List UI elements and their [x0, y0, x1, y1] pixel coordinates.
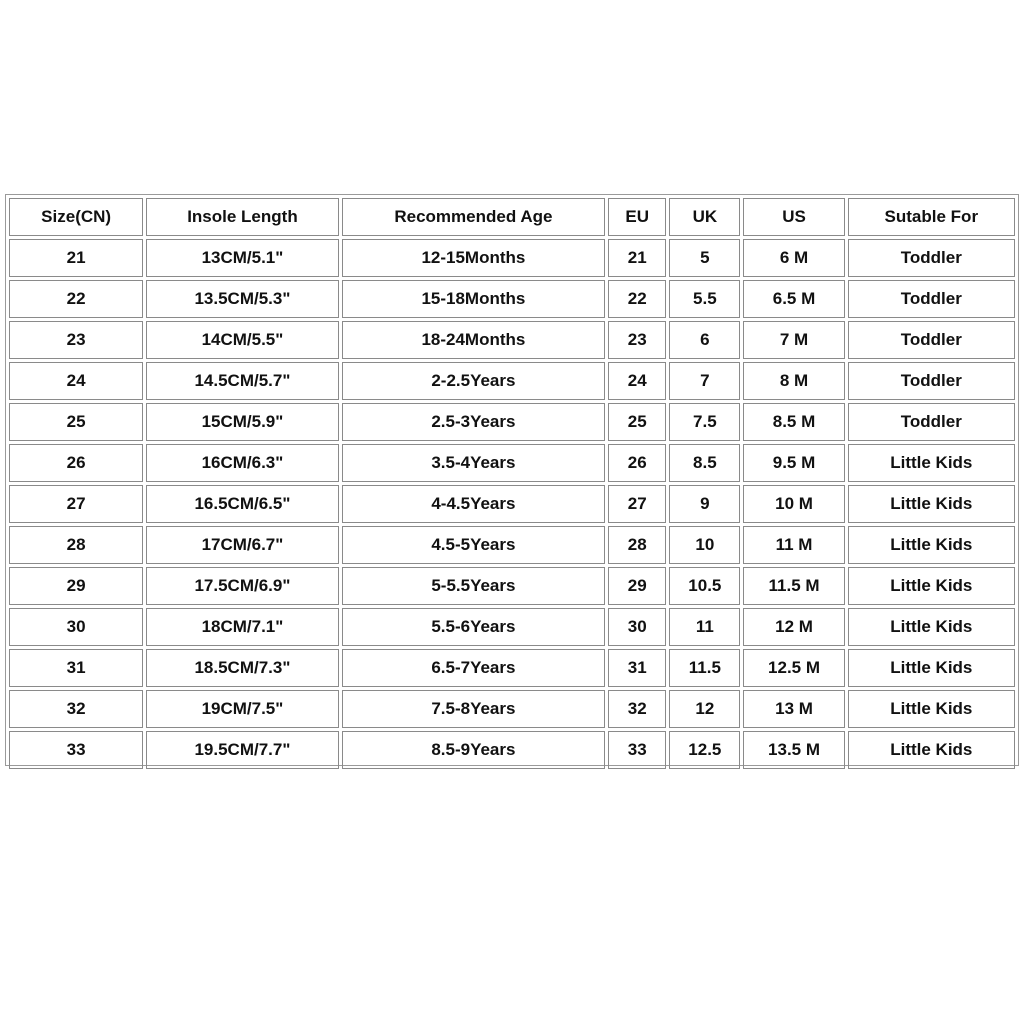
- cell-insole-length: 19.5CM/7.7": [146, 731, 338, 769]
- cell-eu: 26: [608, 444, 666, 482]
- cell-size-cn: 32: [9, 690, 143, 728]
- header-insole-length: Insole Length: [146, 198, 338, 236]
- header-eu: EU: [608, 198, 666, 236]
- table-row: [9, 690, 1015, 728]
- cell-insole-length: 14.5CM/5.7": [146, 362, 338, 400]
- cell-us: 10 M: [743, 485, 844, 523]
- cell-eu: 21: [608, 239, 666, 277]
- cell-us: 11 M: [743, 526, 844, 564]
- table-row: [9, 239, 1015, 277]
- cell-recommended-age: 8.5-9Years: [342, 731, 606, 769]
- cell-size-cn: 28: [9, 526, 143, 564]
- cell-us: 11.5 M: [743, 567, 844, 605]
- size-chart-body: [9, 239, 1015, 769]
- table-row: [9, 362, 1015, 400]
- cell-us: 7 M: [743, 321, 844, 359]
- cell-suitable-for: Little Kids: [848, 731, 1015, 769]
- cell-uk: 7.5: [669, 403, 740, 441]
- header-uk: UK: [669, 198, 740, 236]
- cell-us: 8.5 M: [743, 403, 844, 441]
- cell-size-cn: 25: [9, 403, 143, 441]
- cell-size-cn: 31: [9, 649, 143, 687]
- cell-suitable-for: Little Kids: [848, 649, 1015, 687]
- cell-recommended-age: 7.5-8Years: [342, 690, 606, 728]
- cell-insole-length: 13.5CM/5.3": [146, 280, 338, 318]
- cell-recommended-age: 5.5-6Years: [342, 608, 606, 646]
- table-row: [9, 321, 1015, 359]
- cell-eu: 33: [608, 731, 666, 769]
- cell-suitable-for: Little Kids: [848, 444, 1015, 482]
- table-row: [9, 526, 1015, 564]
- cell-suitable-for: Little Kids: [848, 690, 1015, 728]
- cell-eu: 25: [608, 403, 666, 441]
- cell-us: 12.5 M: [743, 649, 844, 687]
- cell-size-cn: 22: [9, 280, 143, 318]
- cell-recommended-age: 2.5-3Years: [342, 403, 606, 441]
- cell-recommended-age: 4.5-5Years: [342, 526, 606, 564]
- table-row: [9, 567, 1015, 605]
- cell-insole-length: 16.5CM/6.5": [146, 485, 338, 523]
- cell-size-cn: 27: [9, 485, 143, 523]
- header-row: [9, 198, 1015, 236]
- cell-insole-length: 16CM/6.3": [146, 444, 338, 482]
- cell-uk: 10.5: [669, 567, 740, 605]
- cell-us: 13.5 M: [743, 731, 844, 769]
- cell-us: 6 M: [743, 239, 844, 277]
- cell-insole-length: 15CM/5.9": [146, 403, 338, 441]
- table-row: [9, 649, 1015, 687]
- cell-recommended-age: 4-4.5Years: [342, 485, 606, 523]
- cell-eu: 23: [608, 321, 666, 359]
- cell-size-cn: 24: [9, 362, 143, 400]
- cell-eu: 22: [608, 280, 666, 318]
- cell-recommended-age: 5-5.5Years: [342, 567, 606, 605]
- cell-recommended-age: 2-2.5Years: [342, 362, 606, 400]
- table-row: [9, 444, 1015, 482]
- cell-us: 12 M: [743, 608, 844, 646]
- cell-recommended-age: 15-18Months: [342, 280, 606, 318]
- cell-us: 8 M: [743, 362, 844, 400]
- header-recommended-age: Recommended Age: [342, 198, 606, 236]
- cell-eu: 27: [608, 485, 666, 523]
- cell-uk: 11: [669, 608, 740, 646]
- cell-suitable-for: Little Kids: [848, 526, 1015, 564]
- cell-size-cn: 33: [9, 731, 143, 769]
- cell-recommended-age: 3.5-4Years: [342, 444, 606, 482]
- cell-uk: 7: [669, 362, 740, 400]
- table-row: [9, 280, 1015, 318]
- table-row: [9, 485, 1015, 523]
- table-row: [9, 731, 1015, 769]
- cell-us: 6.5 M: [743, 280, 844, 318]
- cell-insole-length: 17.5CM/6.9": [146, 567, 338, 605]
- cell-uk: 12.5: [669, 731, 740, 769]
- cell-size-cn: 29: [9, 567, 143, 605]
- cell-recommended-age: 18-24Months: [342, 321, 606, 359]
- cell-us: 9.5 M: [743, 444, 844, 482]
- cell-suitable-for: Toddler: [848, 321, 1015, 359]
- table-row: [9, 608, 1015, 646]
- cell-uk: 12: [669, 690, 740, 728]
- cell-suitable-for: Little Kids: [848, 567, 1015, 605]
- cell-eu: 30: [608, 608, 666, 646]
- cell-insole-length: 19CM/7.5": [146, 690, 338, 728]
- cell-insole-length: 17CM/6.7": [146, 526, 338, 564]
- cell-suitable-for: Toddler: [848, 362, 1015, 400]
- cell-recommended-age: 12-15Months: [342, 239, 606, 277]
- cell-eu: 29: [608, 567, 666, 605]
- cell-uk: 10: [669, 526, 740, 564]
- cell-uk: 11.5: [669, 649, 740, 687]
- cell-uk: 6: [669, 321, 740, 359]
- size-chart-header: [9, 198, 1015, 236]
- size-chart-table: [6, 195, 1018, 772]
- table-row: [9, 403, 1015, 441]
- cell-size-cn: 30: [9, 608, 143, 646]
- cell-size-cn: 21: [9, 239, 143, 277]
- cell-insole-length: 18.5CM/7.3": [146, 649, 338, 687]
- cell-suitable-for: Little Kids: [848, 608, 1015, 646]
- size-chart-table-frame: [5, 194, 1019, 766]
- cell-recommended-age: 6.5-7Years: [342, 649, 606, 687]
- cell-uk: 8.5: [669, 444, 740, 482]
- cell-uk: 9: [669, 485, 740, 523]
- cell-uk: 5: [669, 239, 740, 277]
- cell-suitable-for: Little Kids: [848, 485, 1015, 523]
- cell-size-cn: 26: [9, 444, 143, 482]
- cell-suitable-for: Toddler: [848, 239, 1015, 277]
- cell-eu: 31: [608, 649, 666, 687]
- cell-insole-length: 18CM/7.1": [146, 608, 338, 646]
- cell-insole-length: 14CM/5.5": [146, 321, 338, 359]
- header-size-cn: Size(CN): [9, 198, 143, 236]
- cell-eu: 32: [608, 690, 666, 728]
- cell-eu: 24: [608, 362, 666, 400]
- cell-insole-length: 13CM/5.1": [146, 239, 338, 277]
- cell-suitable-for: Toddler: [848, 403, 1015, 441]
- cell-eu: 28: [608, 526, 666, 564]
- cell-uk: 5.5: [669, 280, 740, 318]
- cell-size-cn: 23: [9, 321, 143, 359]
- cell-us: 13 M: [743, 690, 844, 728]
- header-suitable-for: Sutable For: [848, 198, 1015, 236]
- cell-suitable-for: Toddler: [848, 280, 1015, 318]
- header-us: US: [743, 198, 844, 236]
